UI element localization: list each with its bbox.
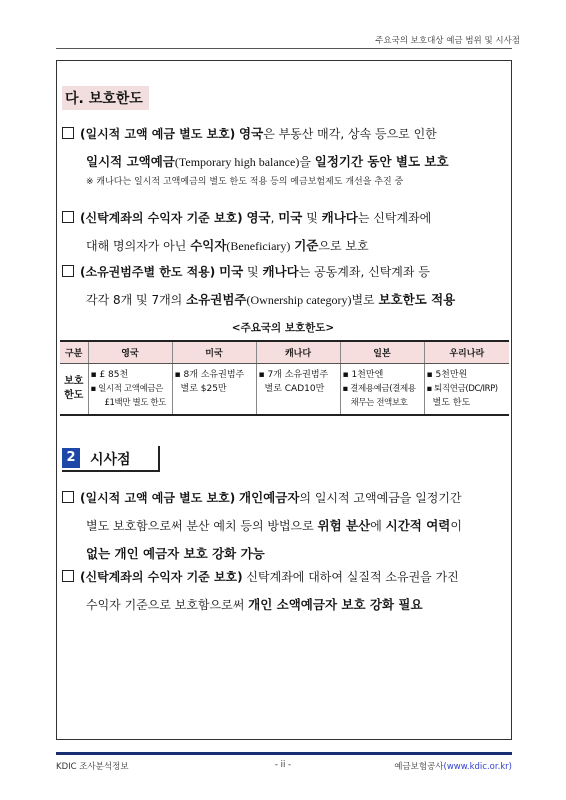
table-header-row bbox=[60, 341, 509, 364]
cell-jp: ▪ 1천만엔 ▪ 결제용예금(결제용 채무는 전액보호 bbox=[340, 364, 424, 416]
table-header-cell: 캐나다 bbox=[256, 341, 340, 364]
table-header-cell: 영국 bbox=[88, 341, 172, 364]
footer-publication: KDIC 조사분석정보 bbox=[56, 762, 129, 772]
cell-ca: ▪ 7개 소유권범주 별로 CAD10만 bbox=[256, 364, 340, 416]
checkbox-bullet-icon bbox=[62, 211, 74, 223]
page-number: - ii - bbox=[274, 760, 292, 770]
running-header: 주요국의 보호대상 예금 범위 및 시사점 bbox=[375, 36, 520, 46]
section-heading-implications bbox=[62, 446, 160, 472]
checkbox-bullet-icon bbox=[62, 127, 74, 139]
row-label: 보호 한도 bbox=[60, 364, 88, 416]
paragraph-ownership-category: (소유권범주별 한도 적용) 미국 및 캐나다는 공동계좌, 신탁계좌 등 각각 8개 및 7개의 소유권범주(Ownership category)별로 보호한도 적용 bbox=[62, 258, 507, 314]
paragraph-temporary-balance: (일시적 고액 예금 별도 보호) 영국은 부동산 매각, 상속 등으로 인한 일시적 고액예금(Temporary high balance)을 일정기간 동안 별도 보호 bbox=[62, 120, 507, 176]
table-header-cell: 일본 bbox=[340, 341, 424, 364]
checkbox-bullet-icon bbox=[62, 265, 74, 277]
note-canada: ※ 캐나다는 일시적 고액예금의 별도 한도 적용 등의 예금보험제도 개선을 추진 중 bbox=[86, 177, 404, 187]
footer-rule bbox=[56, 752, 512, 755]
cell-kr: ▪ 5천만원 ▪ 퇴직연금(DC/IRP) 별도 한도 bbox=[424, 364, 509, 416]
paragraph-implication-temporary: (일시적 고액 예금 별도 보호) 개인예금자의 일시적 고액예금을 일정기간 별도 보호함으로써 분산 예치 등의 방법으로 위험 분산에 시간적 여력이 없는 개인 예금자 보호 강화 가능 bbox=[62, 484, 507, 568]
publisher-url: (www.kdic.or.kr) bbox=[443, 762, 512, 772]
table-title: <주요국의 보호한도> bbox=[231, 322, 335, 334]
section-number-badge: 2 bbox=[62, 448, 80, 468]
section-title-protection-limit: 다. 보호한도 bbox=[62, 86, 149, 110]
cell-us: ▪ 8개 소유권범주 별로 $25만 bbox=[172, 364, 256, 416]
paragraph-trust-beneficiary: (신탁계좌의 수익자 기준 보호) 영국, 미국 및 캐나다는 신탁계좌에 대해 명의자가 아닌 수익자(Beneficiary) 기준으로 보호 bbox=[62, 204, 507, 260]
section-heading-text: 시사점 bbox=[90, 452, 131, 468]
paragraph-implication-trust: (신탁계좌의 수익자 기준 보호) 신탁계좌에 대하여 실질적 소유권을 가진 수익자 기준으로 보호함으로써 개인 소액예금자 보호 강화 필요 bbox=[62, 564, 507, 619]
checkbox-bullet-icon bbox=[62, 491, 74, 503]
table-header-cell: 우리나라 bbox=[424, 341, 509, 364]
header-rule bbox=[56, 48, 512, 49]
protection-limit-table bbox=[60, 340, 509, 416]
footer-publisher: 예금보험공사(www.kdic.or.kr) bbox=[394, 762, 512, 772]
table-header-cell: 미국 bbox=[172, 341, 256, 364]
cell-uk: ▪ £ 85천 ▪ 일시적 고액예금은 £1백만 별도 한도 bbox=[88, 364, 172, 416]
table-row bbox=[60, 364, 509, 416]
checkbox-bullet-icon bbox=[62, 570, 74, 582]
table-header-cell: 구분 bbox=[60, 341, 88, 364]
